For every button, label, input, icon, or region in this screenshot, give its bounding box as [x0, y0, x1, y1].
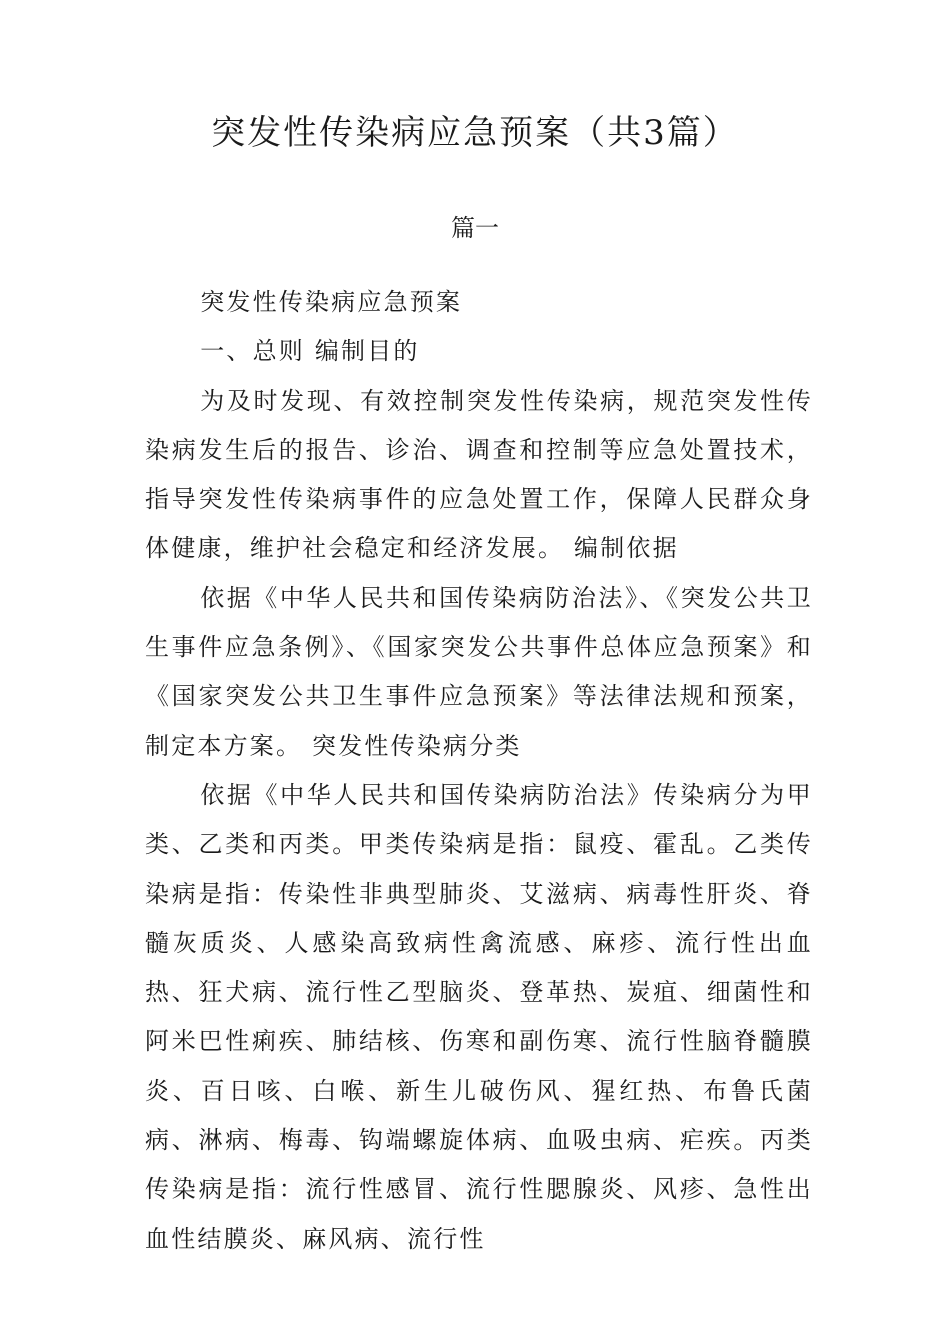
purpose-paragraph: 为及时发现、有效控制突发性传染病，规范突发性传染病发生后的报告、诊治、调查和控制等应急处置技术，指导突发性传染病事件的应急处置工作，保障人民群众身体健康，维护社会稳定和经济发展。 编制依据 — [145, 386, 813, 563]
chapter-heading: 篇一 — [451, 214, 499, 242]
section-heading-general: 一、总则 编制目的 — [200, 337, 420, 366]
plan-name-paragraph: 突发性传染病应急预案 — [200, 288, 463, 316]
classification-paragraph: 依据《中华人民共和国传染病防治法》传染病分为甲类、乙类和丙类。甲类传染病是指：鼠疫、霍乱。乙类传染病是指：传染性非典型肺炎、艾滋病、病毒性肝炎、脊髓灰质炎、人感染高致病性禽流感、麻疹、流行性出血热、狂犬病、流行性乙型脑炎、登革热、炭疽、细菌性和阿米巴性痢疾、肺结核、伤寒和副伤寒、流行性脑脊髓膜炎、百日咳、白喉、新生儿破伤风、猩红热、布鲁氏菌病、淋病、梅毒、钩端螺旋体病、血吸虫病、疟疾。丙类传染病是指：流行性感冒、流行性腮腺炎、风疹、急性出血性结膜炎、麻风病、流行性 — [145, 780, 813, 1253]
document-body — [145, 278, 813, 1264]
document-title: 突发性传染病应急预案（共3篇） — [211, 113, 739, 153]
basis-paragraph: 依据《中华人民共和国传染病防治法》、《突发公共卫生事件应急条例》、《国家突发公共事件总体应急预案》和《国家突发公共卫生事件应急预案》等法律法规和预案，制定本方案。 突发性传染病分类 — [145, 583, 813, 760]
